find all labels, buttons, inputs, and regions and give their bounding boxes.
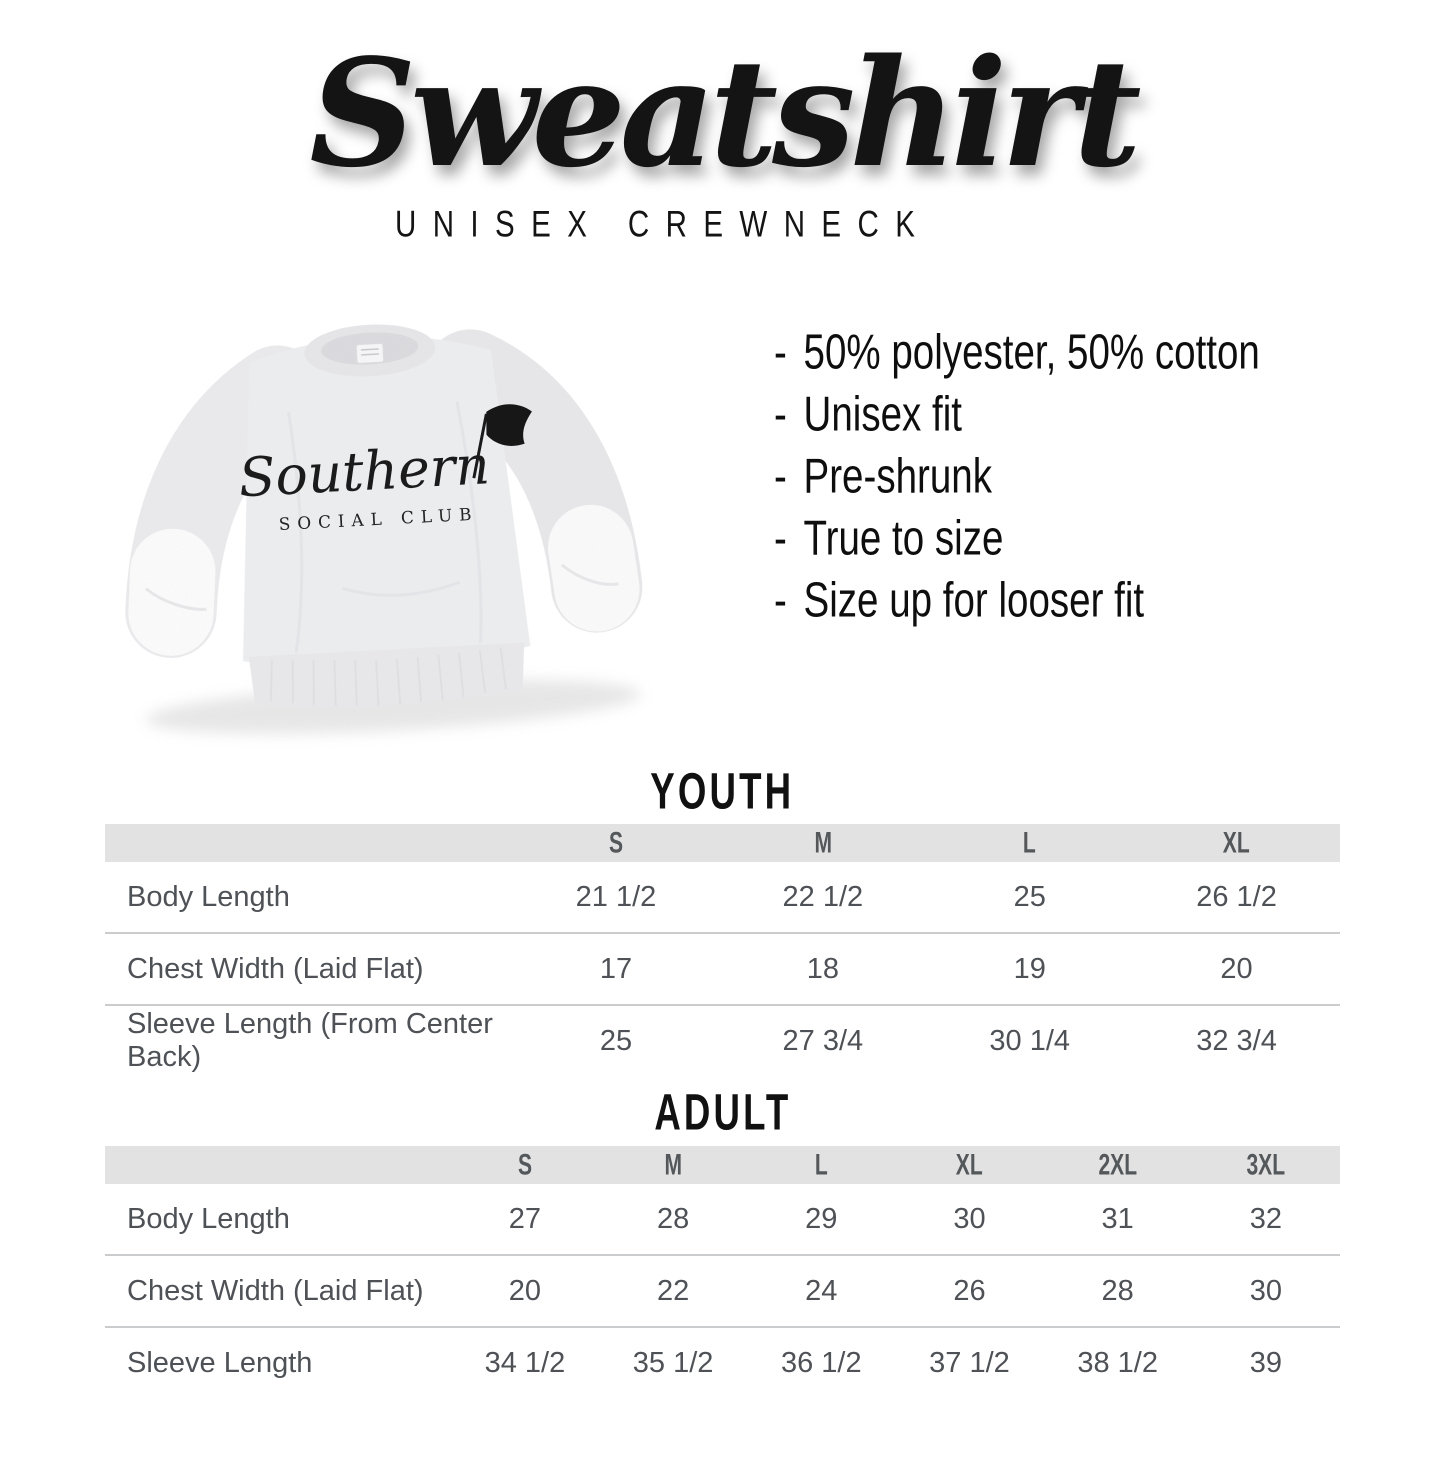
row-label: Sleeve Length bbox=[105, 1327, 451, 1398]
cell-value: 22 1/2 bbox=[782, 880, 864, 913]
col-header-m: M bbox=[719, 824, 926, 862]
cell-value: 20 bbox=[1133, 933, 1340, 1005]
feature-text: 50% polyester, 50% cotton bbox=[803, 323, 1260, 379]
cell-value: 26 1/2 bbox=[1196, 880, 1277, 913]
cell-value: 17 bbox=[513, 933, 720, 1005]
row-label: Sleeve Length (From Center Back) bbox=[105, 1005, 513, 1076]
youth-size-table bbox=[105, 824, 1340, 1076]
cell-value: 39 bbox=[1192, 1327, 1340, 1398]
cell-value: 27 3/4 bbox=[719, 1005, 926, 1076]
bullet-dash: - bbox=[774, 509, 787, 565]
cell-value: 32 bbox=[1249, 1202, 1282, 1235]
row-label: Chest Width (Laid Flat) bbox=[105, 1255, 451, 1327]
feature-text: Unisex fit bbox=[803, 385, 963, 441]
cell-value: 28 bbox=[656, 1202, 690, 1235]
cell-value: 30 bbox=[1192, 1255, 1340, 1327]
row-label: Body Length bbox=[127, 1202, 290, 1235]
table-row bbox=[105, 862, 1340, 933]
corner-cell bbox=[105, 1146, 451, 1184]
feature-list bbox=[734, 275, 1367, 631]
page-subtitle-text: UNISEX CREWNECK bbox=[395, 201, 932, 245]
col-header-2xl: 2XL bbox=[1044, 1146, 1192, 1184]
cell-value: 32 3/4 bbox=[1133, 1005, 1340, 1076]
bullet-dash: - bbox=[774, 447, 787, 503]
cell-value: 21 1/2 bbox=[575, 880, 657, 913]
bullet-dash: - bbox=[774, 323, 787, 379]
cell-value: 30 1/4 bbox=[926, 1005, 1133, 1076]
feature-item bbox=[774, 445, 1367, 507]
cell-value: 25 bbox=[513, 1005, 720, 1076]
adult-size-table bbox=[105, 1146, 1340, 1398]
neck-tag bbox=[357, 343, 384, 362]
cell-value: 30 bbox=[953, 1202, 986, 1235]
row-label: Body Length bbox=[127, 880, 290, 913]
cell-value: 26 bbox=[895, 1255, 1043, 1327]
cell-value: 29 bbox=[805, 1202, 838, 1235]
adult-header-row bbox=[105, 1146, 1340, 1184]
bullet-dash: - bbox=[774, 385, 787, 441]
cell-value: 31 bbox=[1101, 1202, 1134, 1235]
col-header-l: L bbox=[747, 1146, 895, 1184]
table-row bbox=[105, 1184, 1340, 1255]
feature-item bbox=[774, 383, 1367, 445]
feature-item bbox=[774, 321, 1367, 383]
cell-value: 18 bbox=[719, 933, 926, 1005]
cell-value: 22 bbox=[599, 1255, 747, 1327]
col-header-m: M bbox=[599, 1146, 747, 1184]
adult-chart-title: ADULT bbox=[653, 1083, 792, 1141]
col-header-3xl: 3XL bbox=[1192, 1146, 1340, 1184]
sweatshirt-photo bbox=[88, 259, 668, 755]
col-header-xl: XL bbox=[1133, 824, 1340, 862]
col-header-s: S bbox=[513, 824, 720, 862]
cell-value: 28 bbox=[1044, 1255, 1192, 1327]
cell-value: 25 bbox=[1013, 880, 1046, 913]
cell-value: 36 1/2 bbox=[747, 1327, 895, 1398]
cell-value: 20 bbox=[451, 1255, 599, 1327]
col-header-s: S bbox=[451, 1146, 599, 1184]
bullet-dash: - bbox=[774, 571, 787, 627]
table-row bbox=[105, 933, 1340, 1005]
feature-text: True to size bbox=[803, 509, 1004, 565]
feature-item bbox=[774, 507, 1367, 569]
col-header-l: L bbox=[926, 824, 1133, 862]
table-row bbox=[105, 1005, 1340, 1076]
cell-value: 34 1/2 bbox=[451, 1327, 599, 1398]
cell-value: 35 1/2 bbox=[599, 1327, 747, 1398]
table-row bbox=[105, 1327, 1340, 1398]
product-section bbox=[0, 259, 1445, 755]
cell-value: 37 1/2 bbox=[895, 1327, 1043, 1398]
youth-chart-title: YOUTH bbox=[650, 761, 795, 819]
corner-cell bbox=[105, 824, 513, 862]
page-subtitle bbox=[0, 203, 1445, 245]
feature-text: Pre-shrunk bbox=[803, 447, 993, 503]
print-script-text: Southern bbox=[237, 432, 492, 509]
row-label: Chest Width (Laid Flat) bbox=[105, 933, 513, 1005]
cell-value: 24 bbox=[747, 1255, 895, 1327]
col-header-xl: XL bbox=[895, 1146, 1043, 1184]
left-cuff bbox=[169, 571, 175, 613]
page-title: Sweatshirt bbox=[309, 26, 1136, 200]
youth-header-row bbox=[105, 824, 1340, 862]
cell-value: 27 bbox=[508, 1202, 542, 1235]
cell-value: 19 bbox=[926, 933, 1133, 1005]
feature-item bbox=[774, 569, 1367, 631]
table-row bbox=[105, 1255, 1340, 1327]
feature-text: Size up for looser fit bbox=[803, 571, 1145, 627]
print-caps-text: SOCIAL CLUB bbox=[278, 503, 479, 534]
cell-value: 38 1/2 bbox=[1044, 1327, 1192, 1398]
